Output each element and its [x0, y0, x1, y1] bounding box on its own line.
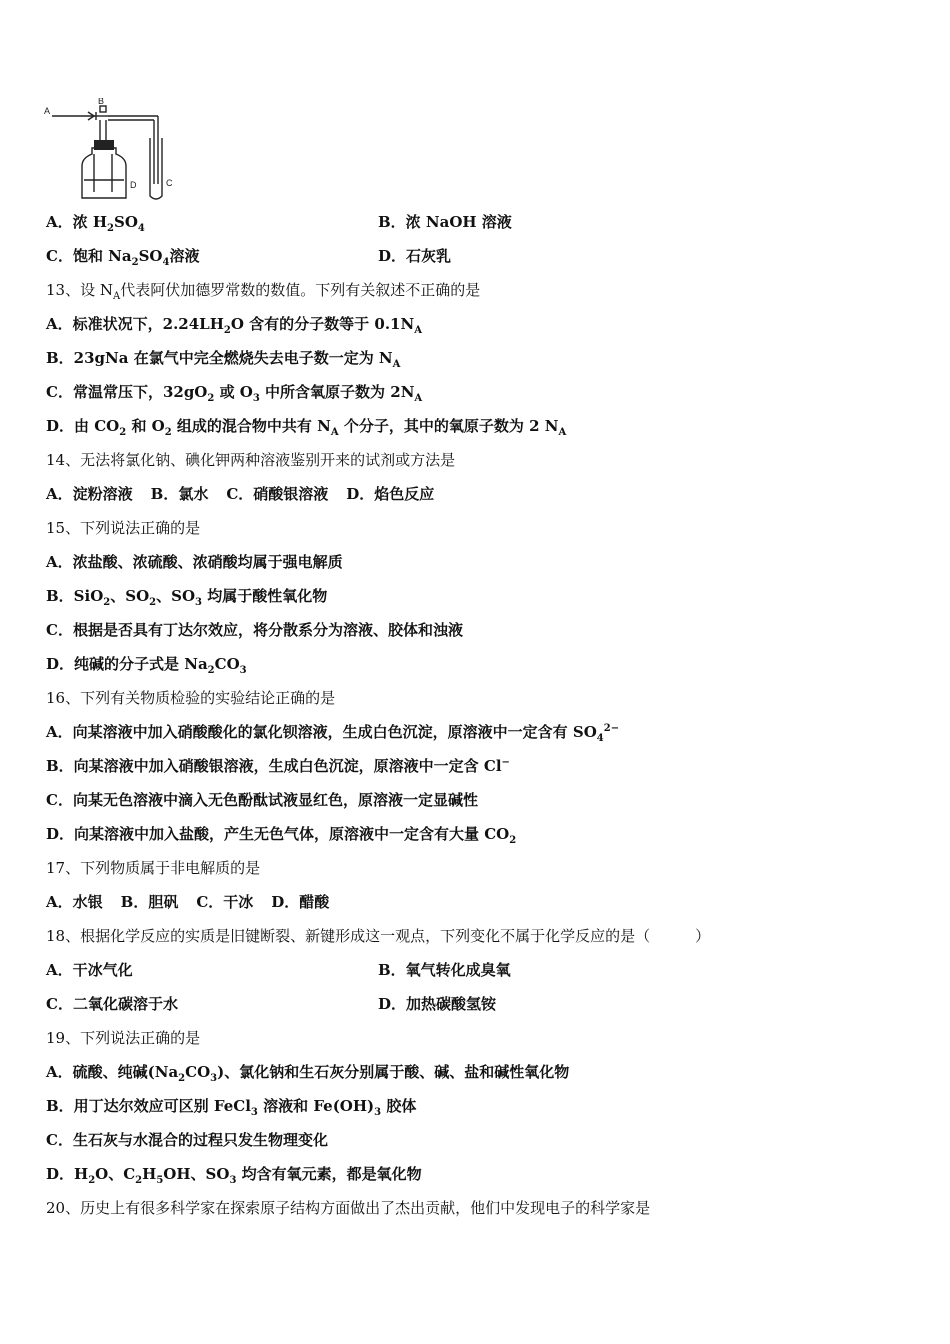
q13-option-b: B．23gNa 在氯气中完全燃烧失去电子数一定为 $N_A$ [46, 349, 401, 370]
q19-option-b: B．用丁达尔效应可区别 FeCl$_3$ 溶液和 $Fe(OH)_3$ 胶体 [46, 1097, 417, 1118]
q13-option-d: D．由 $CO_2$ 和 $O_2$ 组成的混合物中共有 $N_A$ 个分子，其中的氧原子数为 2 $N_A$ [46, 417, 567, 438]
gas-apparatus-figure [44, 98, 184, 202]
q12-option-a: A．浓 $H_2SO_4$ [46, 213, 145, 234]
q16-option-b: B．向某溶液中加入硝酸银溶液，生成白色沉淀，原溶液中一定含 Cl− [46, 757, 510, 775]
q13-option-a: A．标准状况下，$2.24LH_2O$ 含有的分子数等于 $0.1N_A$ [46, 315, 422, 336]
q17-option-d: D．醋酸 [271, 893, 330, 911]
q17-option-c: C．干冰 [196, 893, 254, 911]
q14-options [46, 484, 434, 504]
q13-option-c: C．常温常压下，$32gO_2$ 或 $O_3$ 中所含氧原子数为 $2N_A$ [46, 383, 423, 404]
q18-option-b: B．氧气转化成臭氧 [378, 961, 511, 979]
q20-stem: 20、历史上有很多科学家在探索原子结构方面做出了杰出贡献，他们中发现电子的科学家是 [46, 1199, 651, 1217]
q14-stem: 14、无法将氯化钠、碘化钾两种溶液鉴别开来的试剂或方法是 [46, 451, 456, 469]
label-d: D [130, 180, 137, 190]
q17-options [46, 892, 329, 912]
q16-option-a: A．向某溶液中加入硝酸酸化的氯化钡溶液，生成白色沉淀，原溶液中一定含有 $SO_4^{2-}$ [46, 723, 620, 744]
q12-option-d: D．石灰乳 [378, 247, 452, 265]
label-c: C [166, 178, 173, 188]
q19-option-a: A．硫酸、纯碱$(Na_2CO_3)$、氯化钠和生石灰分别属于酸、碱、盐和碱性氧化物 [46, 1063, 570, 1084]
q18-option-a: A．干冰气化 [46, 961, 133, 979]
q12-option-c: C．饱和 $Na_2SO_4$溶液 [46, 247, 200, 268]
q14-option-a: A．淀粉溶液 [46, 485, 133, 503]
q19-option-d: D．$H_2O$、$C_2H_5OH$、$SO_3$ 均含有氧元素，都是氧化物 [46, 1165, 422, 1186]
q18-option-c: C．二氧化碳溶于水 [46, 995, 178, 1013]
q15-option-a: A．浓盐酸、浓硫酸、浓硝酸均属于强电解质 [46, 553, 343, 571]
q14-option-b: B．氯水 [150, 485, 209, 503]
q17-option-a: A．水银 [46, 893, 103, 911]
q13-stem: 13、设 $N_A$代表阿伏加德罗常数的数值。下列有关叙述不正确的是 [46, 281, 481, 302]
stopper [94, 140, 114, 150]
q17-stem: 17、下列物质属于非电解质的是 [46, 859, 261, 877]
q12-option-b: B．浓 NaOH 溶液 [378, 213, 512, 231]
q15-option-d: D．纯碱的分子式是 $Na_2CO_3$ [46, 655, 247, 676]
q14-option-c: C．硝酸银溶液 [226, 485, 329, 503]
q16-option-d: D．向某溶液中加入盐酸，产生无色气体，原溶液中一定含有大量 $CO_2$ [46, 825, 517, 846]
label-a: A [44, 106, 51, 116]
q16-stem: 16、下列有关物质检验的实验结论正确的是 [46, 689, 336, 707]
q15-option-b: B．SiO$_2$、$SO_2$、$SO_3$ 均属于酸性氧化物 [46, 587, 328, 608]
q18-option-d: D．加热碳酸氢铵 [378, 995, 497, 1013]
q18-stem: 18、根据化学反应的实质是旧键断裂、新键形成这一观点，下列变化不属于化学反应的是（ ） [46, 927, 711, 945]
q17-option-b: B．胆矾 [120, 893, 179, 911]
q19-stem: 19、下列说法正确的是 [46, 1029, 201, 1047]
q14-option-d: D．焰色反应 [346, 485, 435, 503]
q16-option-c: C．向某无色溶液中滴入无色酚酞试液显红色，原溶液一定显碱性 [46, 791, 478, 809]
q15-option-c: C．根据是否具有丁达尔效应，将分散系分为溶液、胶体和浊液 [46, 621, 463, 639]
q15-stem: 15、下列说法正确的是 [46, 519, 201, 537]
q19-option-c: C．生石灰与水混合的过程只发生物理变化 [46, 1131, 328, 1149]
label-b: B [98, 98, 105, 106]
